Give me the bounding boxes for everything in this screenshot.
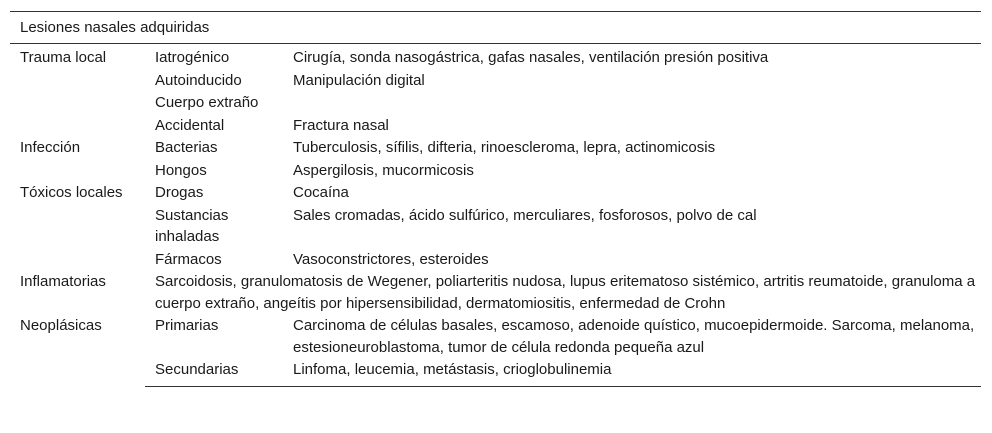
group-cell: Neoplásicas <box>20 317 102 334</box>
group-cell: Tóxicos locales <box>20 184 123 201</box>
examples-cell: Tuberculosis, sífilis, difteria, rinoescleroma, lepra, actinomicosis <box>293 139 716 156</box>
table-header-row <box>10 12 981 44</box>
examples-cell: Fractura nasal <box>293 116 389 134</box>
examples-cell: Linfoma, leucemia, metástasis, crioglobulinemia <box>283 358 981 386</box>
table-row <box>10 248 981 271</box>
examples-cell: Sales cromadas, ácido sulfúrico, merculiares, fosforosos, polvo de cal <box>293 206 757 224</box>
table-row <box>10 270 981 314</box>
table-row <box>10 44 981 69</box>
table-row <box>10 91 981 114</box>
type-cell: Primarias <box>155 317 219 334</box>
examples-cell: Vasoconstrictores, esteroides <box>293 250 489 268</box>
table-row <box>10 358 981 386</box>
type-cell: Autoinducido <box>155 71 242 89</box>
table-row <box>10 69 981 92</box>
examples-cell <box>283 91 981 114</box>
examples-cell: Aspergilosis, mucormicosis <box>293 161 474 179</box>
examples-cell: Sarcoidosis, granulomatosis de Wegener, poliarteritis nudosa, lupus eritematoso sistémico, artritis reumatoide, granuloma a cuerpo extraño, angeítis por hipersensibilidad, dermatomiositis, enfermedad de Crohn <box>155 273 976 312</box>
group-cell: Trauma local <box>20 49 107 66</box>
table-row <box>10 314 981 358</box>
type-cell: Secundarias <box>145 358 283 386</box>
examples-cell: Carcinoma de células basales, escamoso, adenoide quístico, mucoepidermoide. Sarcoma, melanoma, estesioneuroblastoma, tumor de célula redonda pequeña azul <box>293 317 975 356</box>
examples-cell: Manipulación digital <box>293 71 425 89</box>
type-cell: Iatrogénico <box>155 49 230 66</box>
table-row <box>10 114 981 137</box>
table-row <box>10 136 981 159</box>
lesiones-table-container <box>10 11 981 387</box>
type-cell: Bacterias <box>155 139 218 156</box>
table-row <box>10 204 981 248</box>
type-cell: Fármacos <box>155 250 222 268</box>
type-cell: Cuerpo extraño <box>155 94 259 111</box>
type-cell: Hongos <box>155 161 207 179</box>
type-cell: Accidental <box>155 116 225 134</box>
examples-cell: Cocaína <box>293 184 349 201</box>
table-row <box>10 159 981 182</box>
type-cell: Drogas <box>155 184 204 201</box>
lesiones-nasales-table <box>10 11 981 387</box>
type-cell: Sustancias inhaladas <box>155 206 229 245</box>
table-row <box>10 181 981 204</box>
examples-cell: Cirugía, sonda nasogástrica, gafas nasales, ventilación presión positiva <box>293 49 769 66</box>
group-cell: Inflamatorias <box>20 273 106 290</box>
group-cell: Infección <box>20 139 81 156</box>
table-header: Lesiones nasales adquiridas <box>10 12 981 44</box>
